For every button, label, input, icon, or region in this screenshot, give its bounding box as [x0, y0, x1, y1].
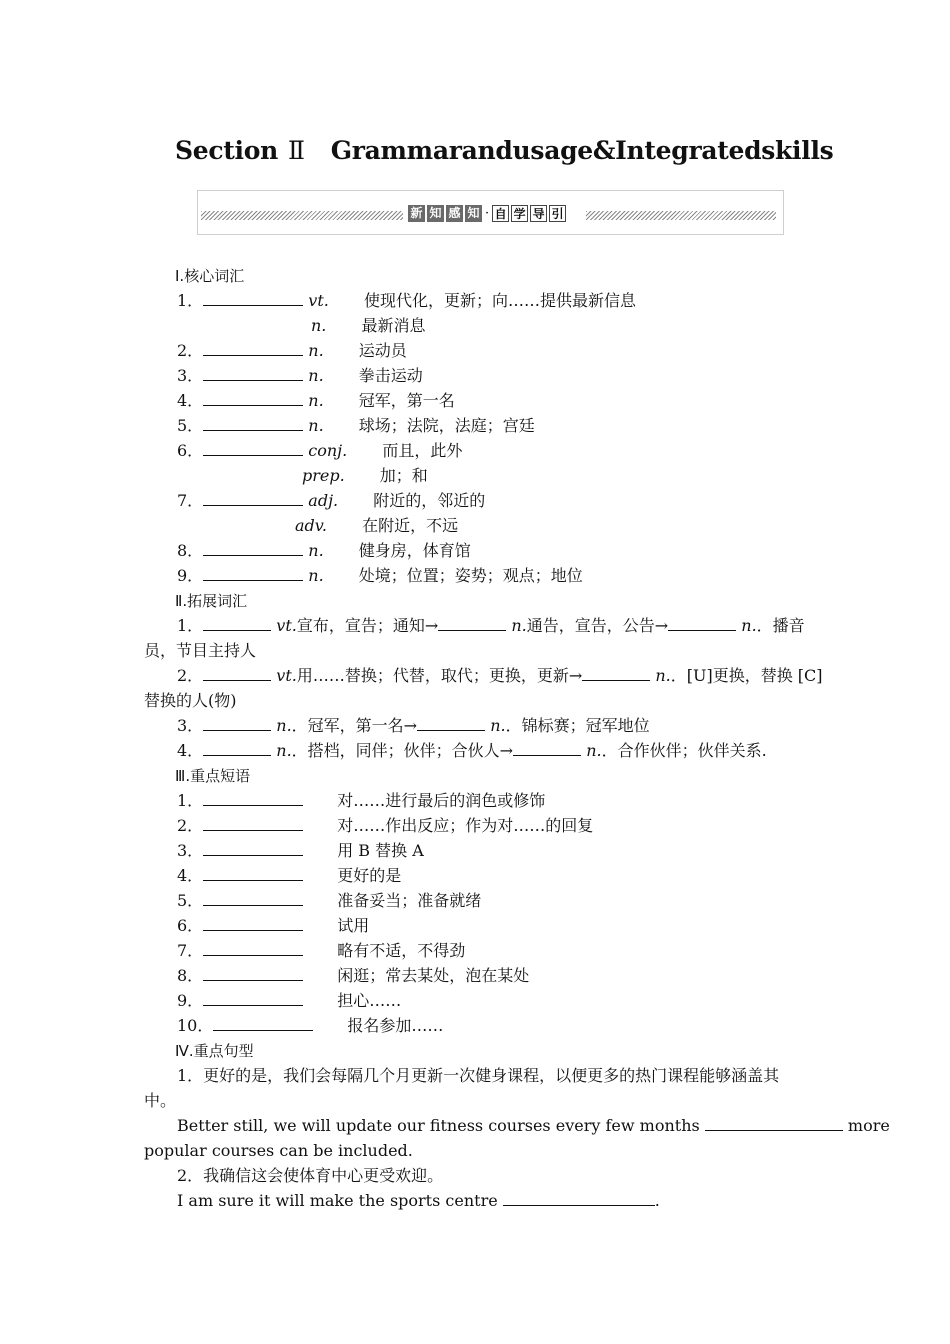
meaning: 在附近，不远 [362, 516, 459, 535]
core-vocab-item [177, 341, 407, 361]
item-number: 10． [177, 1016, 214, 1035]
answer-blank[interactable] [203, 741, 271, 756]
item-number: 6． [177, 916, 204, 935]
answer-blank[interactable] [705, 1116, 843, 1131]
meaning: ．合作伙伴；伙伴关系. [601, 741, 767, 760]
item-number: 3． [177, 716, 204, 735]
part-of-speech: n. [586, 741, 602, 760]
part-of-speech: n. [276, 741, 292, 760]
meaning: 处境；位置；姿势；观点；地位 [358, 566, 583, 585]
meaning: 冠军，第一名 [358, 391, 455, 410]
core-vocab-item [177, 566, 583, 586]
phrase-item [177, 1016, 443, 1036]
sentence-en [177, 1116, 890, 1136]
meaning: 更好的是 [337, 866, 402, 885]
answer-blank[interactable] [513, 741, 581, 756]
meaning: 最新消息 [361, 316, 426, 335]
ext-vocab-continuation: 替换的人(物) [144, 691, 237, 710]
section-heading-ext-vocab: Ⅱ.拓展词汇 [175, 592, 248, 610]
part-of-speech: n. [655, 666, 671, 685]
answer-blank[interactable] [203, 491, 303, 506]
sentence-cn-continuation: 中。 [144, 1091, 177, 1110]
part-of-speech: vt. [276, 616, 297, 635]
sentence-en-continuation: popular courses can be included. [144, 1141, 413, 1160]
meaning: 通告，宣告，公告→ [526, 616, 669, 635]
item-number: 7． [177, 491, 204, 510]
answer-blank[interactable] [203, 816, 303, 831]
sentence-en [177, 1191, 660, 1211]
item-number: 8． [177, 541, 204, 560]
answer-blank[interactable] [203, 541, 303, 556]
answer-blank[interactable] [203, 891, 303, 906]
section-heading-phrases: Ⅲ.重点短语 [175, 767, 251, 785]
ext-vocab-continuation: 员，节目主持人 [144, 641, 257, 660]
answer-blank[interactable] [203, 791, 303, 806]
meaning: 担心…… [337, 991, 402, 1010]
item-number: 9． [177, 566, 204, 585]
part-of-speech: n. [511, 616, 527, 635]
item-number: 8． [177, 966, 204, 985]
answer-blank[interactable] [503, 1191, 655, 1206]
part-of-speech: conj. [308, 441, 348, 460]
meaning: 而且，此外 [382, 441, 463, 460]
sentence-text: more [847, 1116, 890, 1135]
meaning: ．播音 [756, 616, 805, 635]
banner-label [408, 205, 566, 222]
meaning: 闲逛；常去某处，泡在某处 [337, 966, 530, 985]
meaning: 加；和 [379, 466, 428, 485]
answer-blank[interactable] [203, 616, 271, 631]
title-name: Grammarandusage&Integratedskills [330, 136, 834, 165]
phrase-item [177, 816, 593, 836]
meaning: 略有不适，不得劲 [337, 941, 466, 960]
meaning: 用 B 替换 A [337, 841, 424, 860]
banner-char: 学 [511, 205, 528, 222]
answer-blank[interactable] [203, 966, 303, 981]
meaning: 报名参加…… [347, 1016, 444, 1035]
banner-dot: · [485, 206, 490, 221]
ext-vocab-item [177, 741, 767, 761]
phrase-item [177, 941, 465, 961]
part-of-speech: prep. [302, 466, 345, 485]
part-of-speech: vt. [308, 291, 329, 310]
banner-char: 新 [408, 205, 425, 222]
answer-blank[interactable] [203, 441, 303, 456]
core-vocab-item [177, 491, 485, 511]
answer-blank[interactable] [203, 666, 271, 681]
ext-vocab-item [177, 716, 650, 736]
part-of-speech: adv. [295, 516, 328, 535]
meaning: 运动员 [358, 341, 407, 360]
item-number: 3． [177, 841, 204, 860]
meaning: 健身房，体育馆 [358, 541, 471, 560]
part-of-speech: n. [308, 366, 324, 385]
ext-vocab-item [177, 666, 823, 686]
meaning: 准备妥当；准备就绪 [337, 891, 482, 910]
meaning: 附近的，邻近的 [373, 491, 486, 510]
phrase-item [177, 891, 481, 911]
meaning: ．[U]更换，替换 [C] [670, 666, 823, 685]
phrase-item [177, 866, 401, 886]
item-number: 4． [177, 741, 204, 760]
item-number: 1． [177, 291, 204, 310]
item-number: 4． [177, 866, 204, 885]
banner-char: 知 [465, 205, 482, 222]
title-roman: Ⅱ [287, 136, 305, 165]
part-of-speech: adj. [308, 491, 339, 510]
answer-blank[interactable] [213, 1016, 313, 1031]
section-heading-core-vocab: Ⅰ.核心词汇 [175, 267, 245, 285]
phrase-item [177, 991, 401, 1011]
sentence-text: . [654, 1191, 660, 1210]
part-of-speech: n. [311, 316, 327, 335]
answer-blank[interactable] [582, 666, 650, 681]
answer-blank[interactable] [203, 716, 271, 731]
answer-blank[interactable] [417, 716, 485, 731]
phrase-item [177, 791, 545, 811]
answer-blank[interactable] [203, 941, 303, 956]
section-banner [197, 190, 784, 235]
core-vocab-item [177, 291, 636, 311]
part-of-speech: n. [490, 716, 506, 735]
item-number: 5． [177, 891, 204, 910]
answer-blank[interactable] [203, 291, 303, 306]
item-number: 4． [177, 391, 204, 410]
part-of-speech: n. [308, 416, 324, 435]
item-number: 1． [177, 791, 204, 810]
part-of-speech: n. [308, 566, 324, 585]
page-title [175, 136, 833, 165]
item-number: 5． [177, 416, 204, 435]
item-number: 7． [177, 941, 204, 960]
item-number: 1． [177, 616, 204, 635]
sentence-cn: 2．我确信这会使体育中心更受欢迎。 [177, 1166, 444, 1185]
part-of-speech: n. [308, 541, 324, 560]
meaning: 用……替换；代替，取代；更换，更新→ [296, 666, 583, 685]
answer-blank[interactable] [203, 566, 303, 581]
answer-blank[interactable] [203, 391, 303, 406]
meaning: 使现代化，更新；向……提供最新信息 [363, 291, 636, 310]
answer-blank[interactable] [668, 616, 736, 631]
core-vocab-item [177, 391, 455, 411]
banner-char: 知 [427, 205, 444, 222]
ext-vocab-item [177, 616, 805, 636]
core-vocab-item [295, 516, 458, 536]
sentence-cn: 1．更好的是，我们会每隔几个月更新一次健身课程，以便更多的热门课程能够涵盖其 [177, 1066, 780, 1085]
banner-char: 自 [492, 205, 509, 222]
meaning: 拳击运动 [358, 366, 423, 385]
item-number: 6． [177, 441, 204, 460]
part-of-speech: n. [741, 616, 757, 635]
banner-hatch-right [586, 211, 776, 220]
core-vocab-item [177, 366, 423, 386]
core-vocab-item [177, 441, 462, 461]
core-vocab-item [311, 316, 426, 336]
sentence-text: Better still, we will update our fitness courses every few months [177, 1116, 700, 1135]
answer-blank[interactable] [203, 916, 303, 931]
core-vocab-item [302, 466, 428, 486]
item-number: 2． [177, 341, 204, 360]
answer-blank[interactable] [203, 341, 303, 356]
meaning: 对……作出反应；作为对……的回复 [337, 816, 594, 835]
section-heading-sentences: Ⅳ.重点句型 [175, 1042, 254, 1060]
meaning: 球场；法院，法庭；宫廷 [358, 416, 535, 435]
answer-blank[interactable] [203, 366, 303, 381]
answer-blank[interactable] [203, 866, 303, 881]
sentence-text: I am sure it will make the sports centre [177, 1191, 498, 1210]
meaning: 试用 [337, 916, 370, 935]
meaning: ．搭档，同伴；伙伴；合伙人→ [291, 741, 514, 760]
item-number: 2． [177, 666, 204, 685]
meaning: 对……进行最后的润色或修饰 [337, 791, 546, 810]
meaning: ．冠军，第一名→ [291, 716, 418, 735]
title-section: Section [175, 136, 278, 165]
banner-char: 导 [530, 205, 547, 222]
banner-hatch-left [201, 211, 403, 220]
banner-char: 引 [549, 205, 566, 222]
phrase-item [177, 966, 529, 986]
item-number: 9． [177, 991, 204, 1010]
part-of-speech: n. [276, 716, 292, 735]
part-of-speech: n. [308, 341, 324, 360]
part-of-speech: vt. [276, 666, 297, 685]
item-number: 2． [177, 816, 204, 835]
answer-blank[interactable] [203, 841, 303, 856]
core-vocab-item [177, 541, 471, 561]
phrase-item [177, 841, 424, 861]
core-vocab-item [177, 416, 535, 436]
answer-blank[interactable] [203, 416, 303, 431]
phrase-item [177, 916, 369, 936]
answer-blank[interactable] [203, 991, 303, 1006]
banner-char: 感 [446, 205, 463, 222]
item-number: 3． [177, 366, 204, 385]
part-of-speech: n. [308, 391, 324, 410]
meaning: 宣布，宣告；通知→ [296, 616, 439, 635]
answer-blank[interactable] [438, 616, 506, 631]
meaning: ．锦标赛；冠军地位 [505, 716, 650, 735]
